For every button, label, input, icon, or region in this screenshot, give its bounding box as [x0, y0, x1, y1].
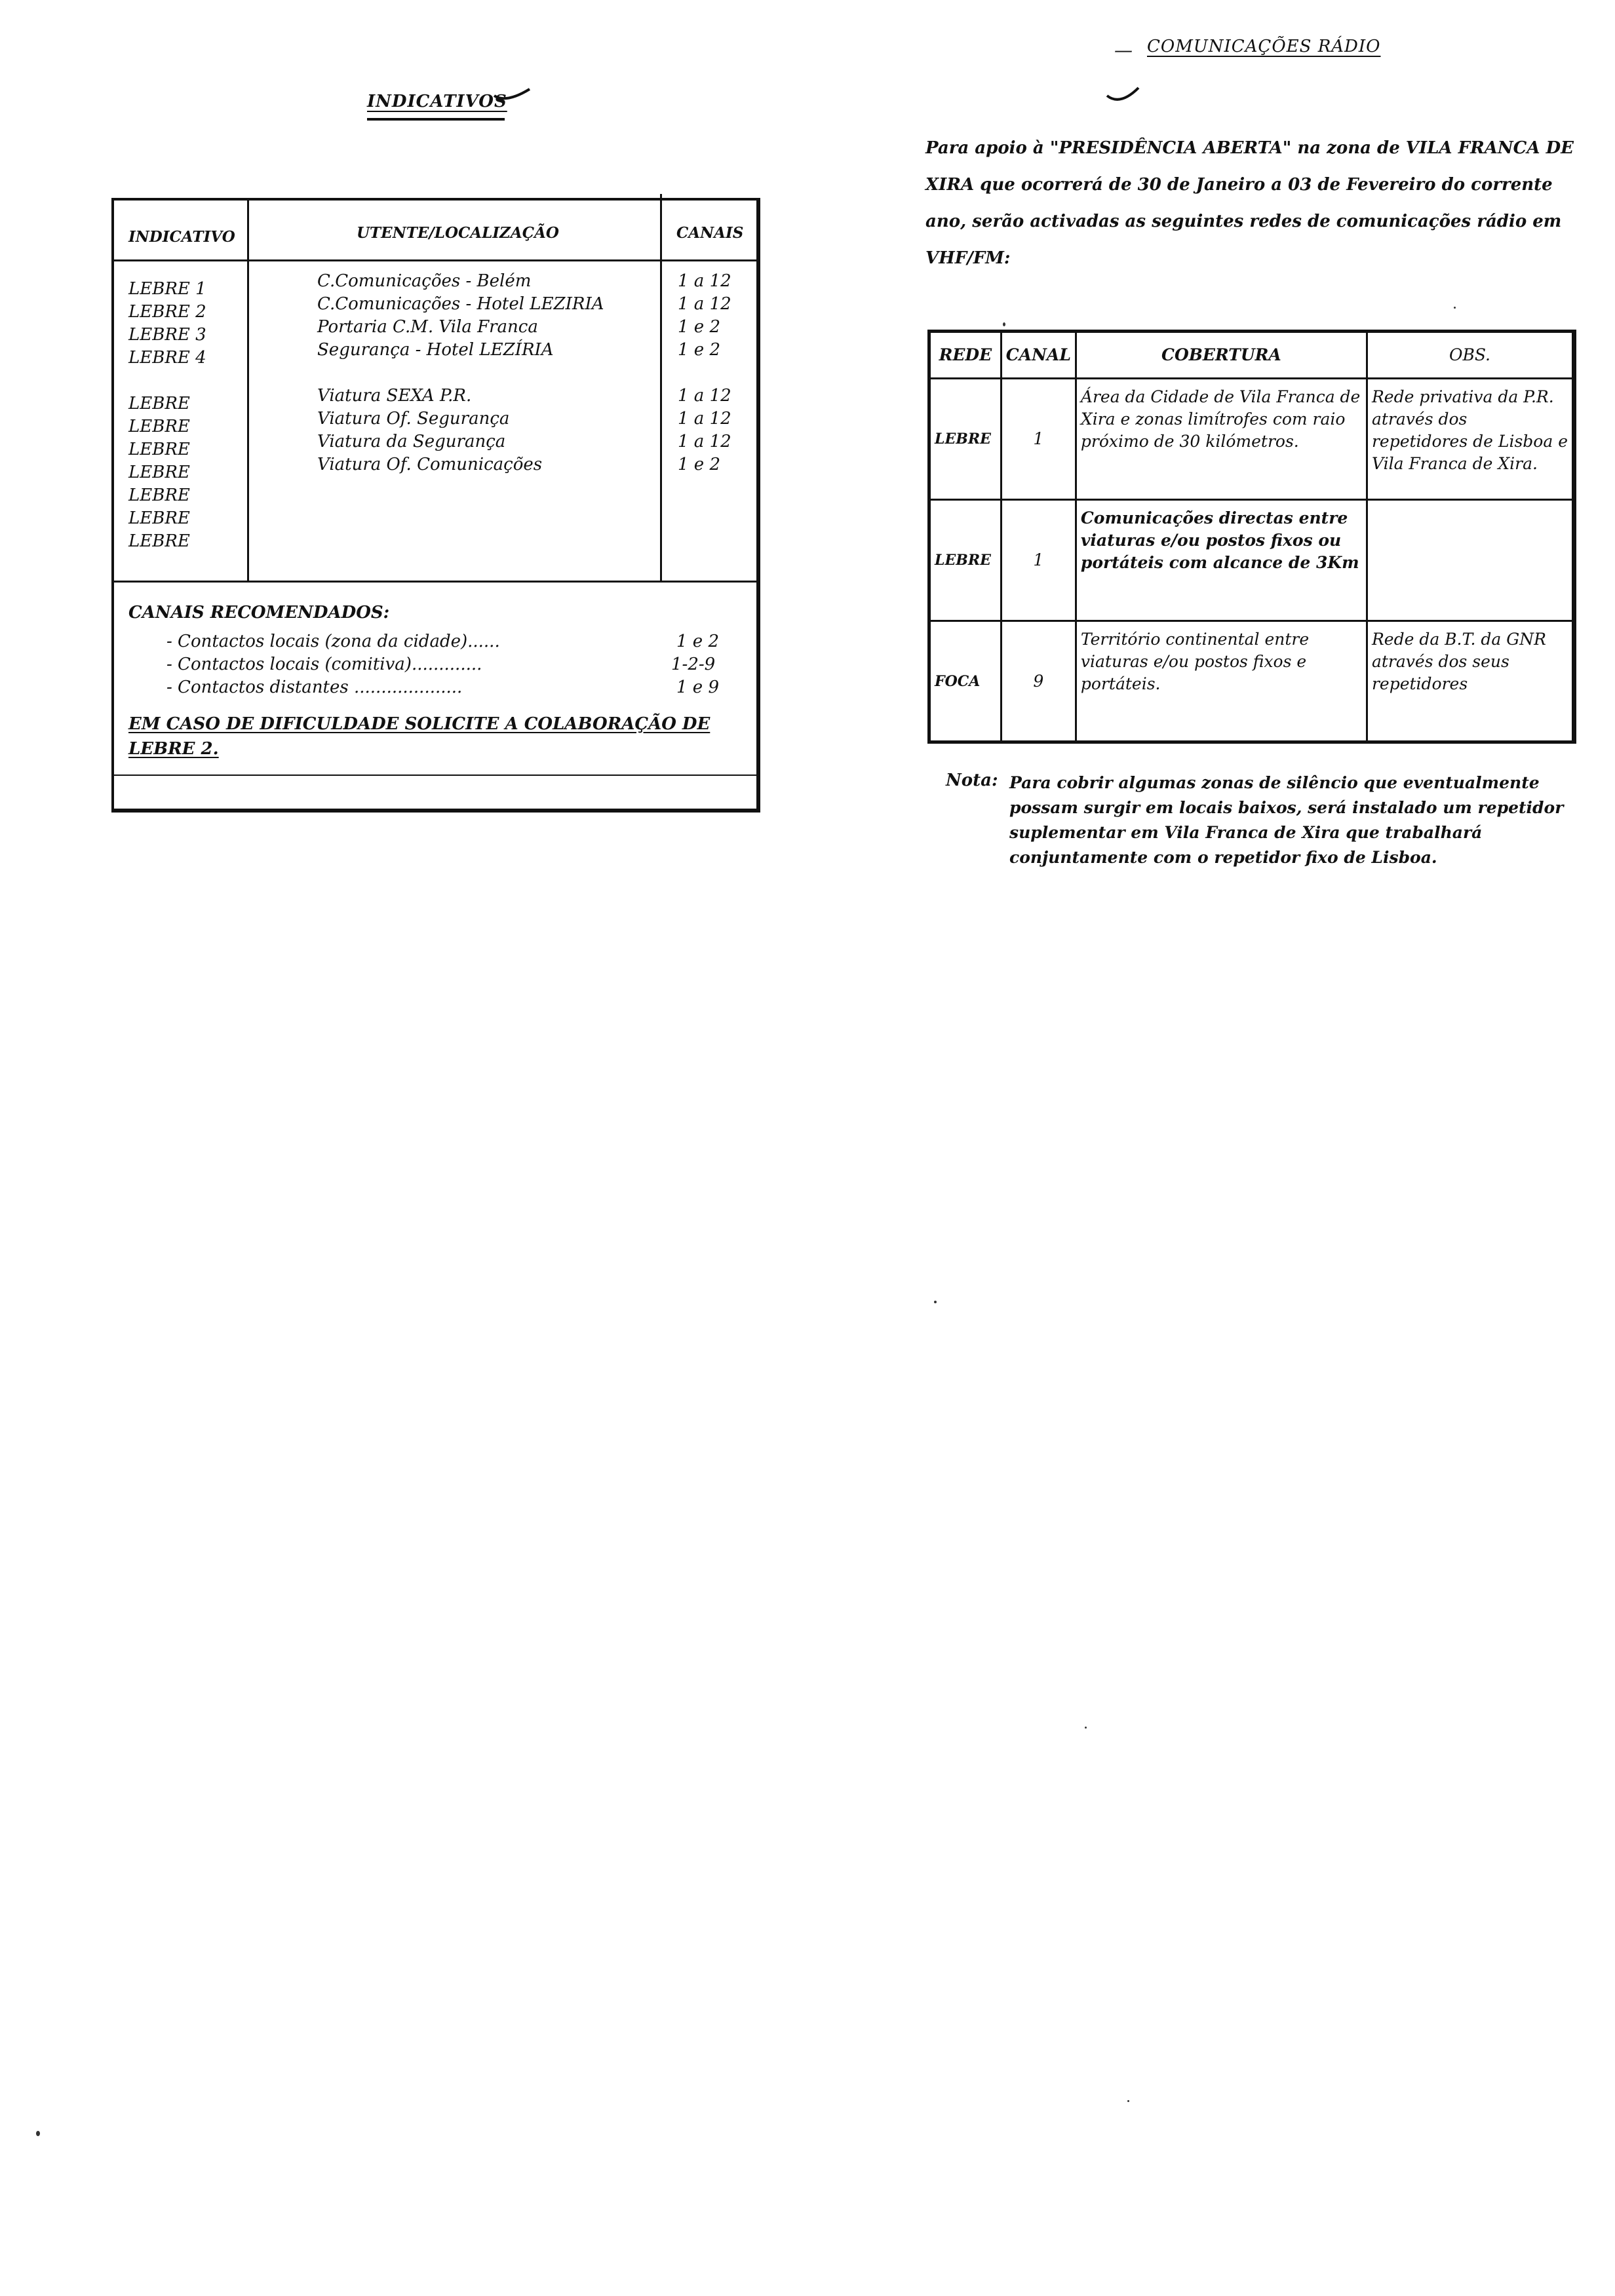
col-divider	[247, 201, 249, 581]
canais-cell: 1 a 12	[678, 409, 731, 429]
cobertura-cell: Área da Cidade de Vila Franca de Xira e zonas limítrofes com raio próximo de 30 kilómetros.	[1076, 379, 1367, 500]
scan-speck	[934, 1301, 937, 1303]
canais-cell: 1 e 2	[678, 340, 720, 360]
header-utente: UTENTE/LOCALIZAÇÃO	[357, 224, 559, 242]
nota-text: Para cobrir algumas zonas de silêncio que eventualmente possam surgir em locais baixos, será instalado um repetidor suplementar em Vila Franca de Xira que trabalhará conjuntamente com o repetidor fixo de Lisboa.	[1009, 773, 1564, 867]
indicativo-cell: LEBRE	[128, 440, 190, 459]
indicativos-title: INDICATIVOS	[367, 92, 507, 111]
table-row	[929, 621, 1574, 742]
indicativo-cell: LEBRE	[128, 486, 190, 505]
scan-speck	[1085, 1727, 1087, 1729]
recomendado-label: - Contactos distantes ....................	[166, 678, 463, 697]
obs-cell: Rede privativa da P.R. através dos repetidores de Lisboa e Vila Franca de Xira.	[1367, 379, 1574, 500]
canal-cell: 1	[1001, 379, 1076, 500]
header-obs: OBS.	[1367, 332, 1574, 379]
rede-cell: FOCA	[929, 621, 1002, 742]
scan-speck	[1127, 2100, 1129, 2102]
obs-cell: Rede da B.T. da GNR através dos seus repetidores	[1367, 621, 1574, 742]
indicativo-cell: LEBRE 3	[128, 325, 206, 345]
table-row	[929, 500, 1574, 621]
utente-cell: Viatura Of. Comunicações	[317, 455, 543, 474]
utente-cell: Viatura SEXA P.R.	[317, 386, 472, 406]
canais-cell: 1 a 12	[678, 271, 731, 291]
utente-cell: Segurança - Hotel LEZÍRIA	[317, 340, 554, 360]
recomendado-value: 1-2-9	[671, 655, 716, 674]
title-underline	[367, 118, 505, 121]
recomendados-title: CANAIS RECOMENDADOS:	[128, 603, 390, 622]
canal-cell: 1	[1001, 500, 1076, 621]
canais-cell: 1 e 2	[678, 455, 720, 474]
indicativo-cell: LEBRE 1	[128, 279, 206, 299]
indicativo-cell: LEBRE	[128, 508, 190, 528]
title-dash: —	[1114, 39, 1133, 61]
utente-cell: Portaria C.M. Vila Franca	[317, 317, 538, 337]
scan-speck	[1003, 322, 1005, 326]
canal-cell: 9	[1001, 621, 1076, 742]
header-indicativo: INDICATIVO	[128, 228, 235, 246]
rede-cell: LEBRE	[929, 500, 1002, 621]
footer-rule	[114, 775, 756, 776]
header-rede: REDE	[929, 332, 1002, 379]
dificuldade-note-line2: LEBRE 2.	[128, 739, 219, 759]
cobertura-cell: Comunicações directas entre viaturas e/ou postos fixos ou portáteis com alcance de 3Km	[1076, 500, 1367, 621]
indicativo-cell: LEBRE	[128, 417, 190, 436]
nota-label: Nota:	[946, 771, 998, 790]
rede-cell: LEBRE	[929, 379, 1002, 500]
header-rule	[114, 259, 756, 261]
comunicacoes-title: COMUNICAÇÕES RÁDIO	[1147, 37, 1381, 56]
cobertura-cell: Território continental entre viaturas e/ou postos fixos e portáteis.	[1076, 621, 1367, 742]
recomendado-value: 1 e 9	[676, 678, 719, 697]
indicativo-cell: LEBRE	[128, 463, 190, 482]
header-cobertura: COBERTURA	[1076, 332, 1367, 379]
indicativos-table	[111, 198, 760, 813]
utente-cell: C.Comunicações - Belém	[317, 271, 532, 291]
check-mark-icon	[1104, 84, 1144, 110]
table-row	[929, 379, 1574, 500]
recomendado-label: - Contactos locais (comitiva).............	[166, 655, 482, 674]
canais-cell: 1 a 12	[678, 386, 731, 406]
indicativo-cell: LEBRE	[128, 531, 190, 551]
recomendado-value: 1 e 2	[676, 632, 719, 651]
header-canais: CANAIS	[676, 224, 744, 242]
table-header-row	[929, 332, 1574, 379]
redes-table	[927, 330, 1576, 744]
indicativo-cell: LEBRE 2	[128, 302, 206, 322]
utente-cell: Viatura da Segurança	[317, 432, 506, 451]
utente-cell: Viatura Of. Segurança	[317, 409, 510, 429]
col-divider	[660, 194, 662, 581]
canais-cell: 1 e 2	[678, 317, 720, 337]
indicativo-cell: LEBRE 4	[128, 348, 206, 368]
intro-paragraph: Para apoio à "PRESIDÊNCIA ABERTA" na zona de VILA FRANCA DE XIRA que ocorrerá de 30 de Janeiro a 03 de Fevereiro do corrente ano, serão activadas as seguintes redes de comunicações rádio em VHF/FM:	[925, 138, 1574, 268]
header-canal: CANAL	[1001, 332, 1076, 379]
check-mark-icon	[493, 86, 532, 106]
utente-cell: C.Comunicações - Hotel LEZIRIA	[317, 294, 604, 314]
scan-speck	[1454, 307, 1456, 309]
obs-cell	[1367, 500, 1574, 621]
canais-cell: 1 a 12	[678, 294, 731, 314]
indicativo-cell: LEBRE	[128, 394, 190, 413]
canais-cell: 1 a 12	[678, 432, 731, 451]
dificuldade-note-line1: EM CASO DE DIFICULDADE SOLICITE A COLABORAÇÃO DE	[128, 714, 710, 734]
section-rule	[114, 581, 756, 583]
recomendado-label: - Contactos locais (zona da cidade)......	[166, 632, 500, 651]
scan-speck	[36, 2131, 40, 2136]
